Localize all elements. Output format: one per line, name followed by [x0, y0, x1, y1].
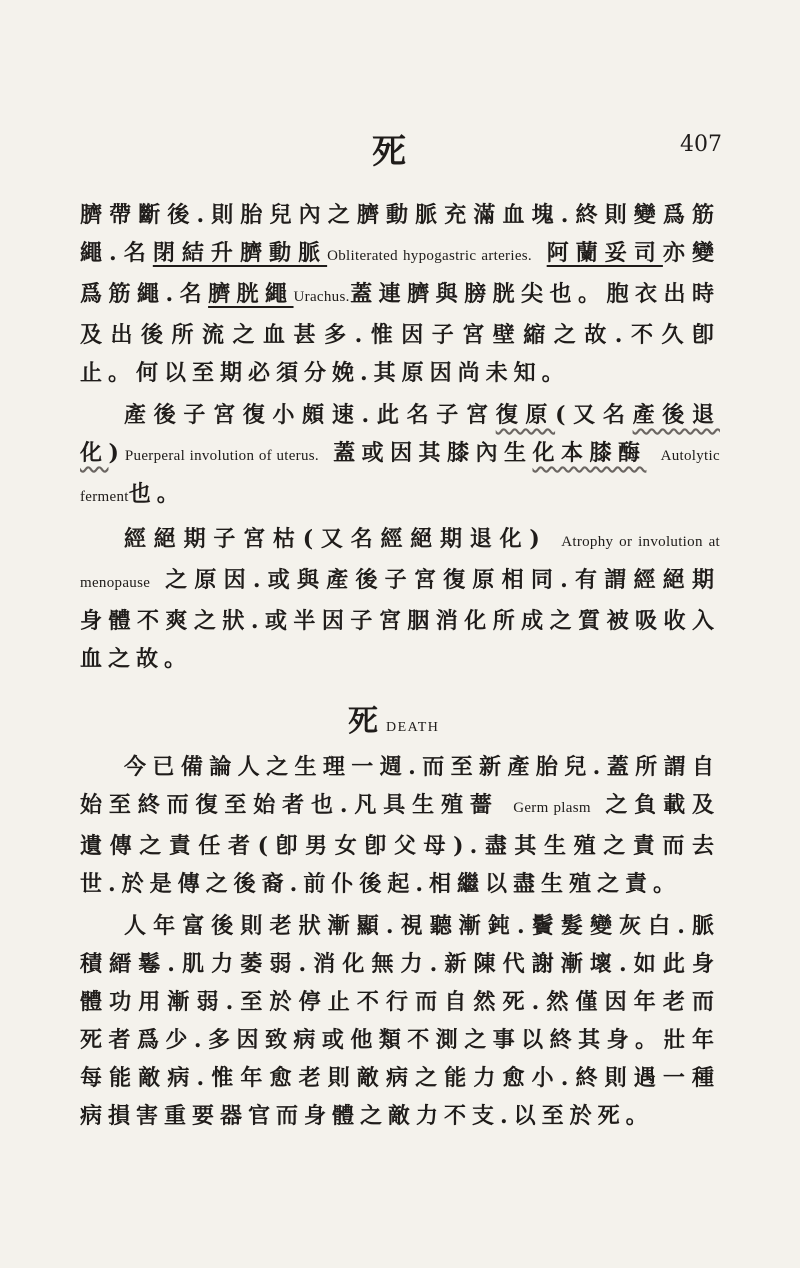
section-heading [80, 696, 720, 739]
page-number: 407 [680, 132, 722, 157]
paragraph-umbilical [80, 196, 720, 392]
paragraph-menopause [80, 520, 720, 678]
text-run: 人年富後則老狀漸顯.視聽漸鈍.鬢髮變灰白.脈積縉鬈.肌力萎弱.消化無力.新陳代謝漸壞.如此身體功用漸弱.至於停止不行而自然死.然僅因年老而死者爲少.多因致病或他類不測之事以終其身。壯年每能敵病.惟年愈老則敵病之能力愈小.終則遇一種病損害重要器官而身體之敵力不支.以至於死。 [80, 913, 720, 1129]
text-run: 經絕期子宮枯(又名經絕期退化) [124, 526, 546, 552]
text-run: 今已備論人之生理一週.而至新產胎兒.蓋所謂自始至終而復至始者也.凡具生殖薔 [80, 754, 720, 818]
term-zh: 臍胱繩 [208, 281, 294, 307]
term-en: Germ plasm [513, 800, 591, 816]
text-run: 之原因.或與產後子宮復原相同.有謂經絕期身體不爽之狀.或半因子宮胭消化所成之質被吸收入血之故。 [80, 567, 720, 672]
term-en: Atrophy or involution at [561, 534, 720, 550]
term-en: Urachus. [293, 289, 350, 305]
term-zh: 復原 [495, 402, 556, 428]
term-zh-alt: 產後退化 [80, 402, 720, 466]
text-run: 臍帶斷後.則胎兒內之臍動脈充滿血塊.終則變爲筋繩.名 [80, 202, 720, 266]
text-run: 亦變爲筋繩.名 [80, 240, 720, 307]
paragraph-involution [80, 396, 720, 516]
text-run: 產後子宮復小頗速.此名子宮 [124, 402, 496, 428]
text-run: 也。 [128, 481, 185, 507]
text-run: 蓋或因其膝內生 [333, 440, 533, 466]
section-title-zh: 死 [348, 704, 378, 739]
text-run: ) [108, 440, 125, 466]
term-en: Obliterated hypogastric arteries. [327, 248, 532, 264]
term-en: Autolytic ferment [80, 448, 720, 505]
term-en: Puerperal involution of uterus. [124, 448, 319, 464]
page-header [0, 124, 800, 172]
term-zh: 閉結升臍動脈 [152, 240, 328, 266]
paragraph-aging [80, 907, 720, 1135]
text-run: 之負載及遺傳之責任者(卽男女卽父母).盡其生殖之責而去世.於是傳之後裔.前仆後起.相繼以盡生殖之責。 [80, 792, 720, 897]
section-title-en: DEATH [386, 720, 440, 735]
running-title: 死 [372, 132, 408, 172]
paragraph-death-intro [80, 748, 720, 903]
text-run: 蓋連臍與膀胱尖也。胞衣出時及出後所流之血甚多.惟因子宮壁縮之故.不久卽止。何以至期必須分娩.其原因尚未知。 [80, 281, 720, 386]
term-en: menopause [80, 575, 151, 591]
text-run: (又名 [555, 402, 633, 428]
term-zh: 化本膝酶 [532, 440, 647, 466]
page-body [80, 196, 720, 1139]
person-name: 阿蘭妥司 [546, 240, 663, 266]
